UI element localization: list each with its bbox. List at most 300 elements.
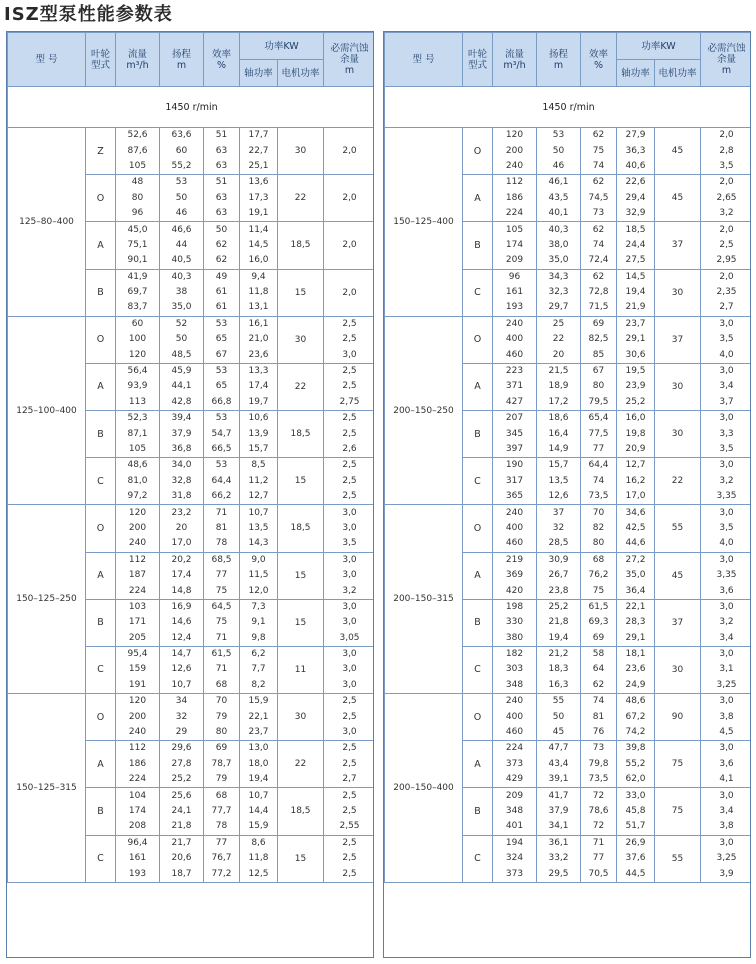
- head-cell: 16,4: [537, 426, 581, 441]
- flow-cell: 81,0: [116, 474, 160, 489]
- efficiency-cell: 66,8: [204, 395, 240, 411]
- flow-cell: 240: [116, 725, 160, 741]
- head-cell: 53: [160, 175, 204, 191]
- npsh-cell: 3,5: [701, 442, 751, 458]
- flow-cell: 161: [493, 285, 537, 300]
- flow-cell: 460: [493, 725, 537, 741]
- efficiency-cell: 79: [204, 709, 240, 724]
- head-cell: 14,6: [160, 615, 204, 630]
- npsh-cell: 3,0: [701, 363, 751, 379]
- flow-cell: 186: [116, 757, 160, 772]
- header-efficiency: [204, 33, 240, 87]
- flow-cell: 348: [493, 804, 537, 819]
- shaft-power-cell: 13,3: [240, 363, 278, 379]
- efficiency-cell: 74: [581, 238, 617, 253]
- npsh-cell: 2,55: [324, 819, 374, 835]
- head-cell: 32,8: [160, 474, 204, 489]
- header-npsh: 必需汽蚀 余量 m: [324, 33, 374, 87]
- flow-cell: 191: [116, 678, 160, 694]
- npsh-cell: 2,0: [701, 222, 751, 238]
- motor-power-cell: 15: [278, 458, 324, 505]
- shaft-power-cell: 11,8: [240, 851, 278, 866]
- efficiency-cell: 72: [581, 788, 617, 804]
- head-cell: 18,3: [537, 662, 581, 677]
- npsh-cell: 3,0: [701, 316, 751, 332]
- npsh-cell: 2,5: [324, 316, 374, 332]
- flow-cell: 397: [493, 442, 537, 458]
- speed-row: 1450 r/min: [385, 87, 752, 128]
- shaft-power-cell: 19,5: [617, 363, 655, 379]
- header-flow-label: 流量: [127, 48, 147, 60]
- table-row: [385, 694, 752, 710]
- flow-cell: 48: [116, 175, 160, 191]
- npsh-cell: 3,0: [701, 411, 751, 427]
- shaft-power-cell: 10,7: [240, 505, 278, 521]
- flow-cell: 105: [116, 442, 160, 458]
- head-cell: 18,6: [537, 411, 581, 427]
- npsh-cell: 2,5: [324, 835, 374, 851]
- flow-cell: 100: [116, 332, 160, 347]
- shaft-power-cell: 32,9: [617, 206, 655, 222]
- flow-cell: 209: [493, 788, 537, 804]
- efficiency-cell: 64,4: [204, 474, 240, 489]
- efficiency-cell: 75: [204, 583, 240, 599]
- shaft-power-cell: 45,8: [617, 804, 655, 819]
- flow-cell: 380: [493, 631, 537, 647]
- npsh-cell: 3,0: [701, 788, 751, 804]
- flow-cell: 345: [493, 426, 537, 441]
- model-cell: 125–100–400: [8, 316, 86, 505]
- npsh-cell: 4,1: [701, 772, 751, 788]
- flow-cell: 52,3: [116, 411, 160, 427]
- shaft-power-cell: 18,1: [617, 646, 655, 662]
- shaft-power-cell: 18,5: [617, 222, 655, 238]
- shaft-power-cell: 20,9: [617, 442, 655, 458]
- npsh-cell: 3,9: [701, 866, 751, 882]
- model-cell: 200–150–315: [385, 505, 463, 694]
- npsh-cell: 3,3: [701, 426, 751, 441]
- model-cell: 150–125–315: [8, 694, 86, 883]
- impeller-cell: O: [463, 505, 493, 552]
- shaft-power-cell: 14,4: [240, 804, 278, 819]
- flow-cell: 200: [493, 143, 537, 158]
- efficiency-cell: 64,5: [204, 599, 240, 615]
- flow-cell: 240: [493, 159, 537, 175]
- shaft-power-cell: 15,9: [240, 819, 278, 835]
- head-cell: 29,7: [537, 300, 581, 316]
- efficiency-cell: 81: [581, 709, 617, 724]
- head-cell: 55,2: [160, 159, 204, 175]
- motor-power-cell: 30: [278, 128, 324, 175]
- flow-cell: 219: [493, 552, 537, 568]
- npsh-cell: 3,0: [701, 835, 751, 851]
- head-cell: 26,7: [537, 568, 581, 583]
- head-cell: 32,3: [537, 285, 581, 300]
- head-cell: 46: [537, 159, 581, 175]
- header-head-label: 扬程: [171, 48, 191, 60]
- head-cell: 38: [160, 285, 204, 300]
- header-shaft-power: 轴功率: [240, 60, 278, 87]
- shaft-power-cell: 36,4: [617, 583, 655, 599]
- shaft-power-cell: 29,1: [617, 332, 655, 347]
- npsh-cell: 2,5: [324, 363, 374, 379]
- flow-cell: 103: [116, 599, 160, 615]
- head-cell: 29,5: [537, 866, 581, 882]
- head-cell: 10,7: [160, 678, 204, 694]
- efficiency-cell: 69: [581, 316, 617, 332]
- motor-power-cell: 18,5: [278, 222, 324, 269]
- header-motor-power: 电机功率: [655, 60, 701, 87]
- flow-cell: 240: [493, 694, 537, 710]
- npsh-cell: 2,0: [701, 128, 751, 144]
- model-cell: 200–150–250: [385, 316, 463, 505]
- head-cell: 32: [537, 521, 581, 536]
- impeller-cell: C: [463, 646, 493, 693]
- efficiency-cell: 68: [581, 552, 617, 568]
- head-cell: 39,4: [160, 411, 204, 427]
- head-cell: 14,9: [537, 442, 581, 458]
- shaft-power-cell: 17,3: [240, 191, 278, 206]
- npsh-cell: 3,2: [701, 474, 751, 489]
- efficiency-cell: 74: [581, 159, 617, 175]
- shaft-power-cell: 22,1: [617, 599, 655, 615]
- flow-cell: 193: [116, 866, 160, 882]
- efficiency-cell: 67: [204, 347, 240, 363]
- head-cell: 52: [160, 316, 204, 332]
- impeller-cell: B: [463, 222, 493, 269]
- impeller-cell: B: [463, 599, 493, 646]
- npsh-cell: 2,0: [701, 269, 751, 285]
- shaft-power-cell: 11,2: [240, 474, 278, 489]
- npsh-cell: 2,5: [701, 238, 751, 253]
- table-row: [8, 128, 375, 144]
- npsh-cell: 2,5: [324, 804, 374, 819]
- head-cell: 22: [537, 332, 581, 347]
- impeller-cell: C: [463, 458, 493, 505]
- shaft-power-cell: 9,8: [240, 631, 278, 647]
- shaft-power-cell: 51,7: [617, 819, 655, 835]
- flow-cell: 96: [116, 206, 160, 222]
- efficiency-cell: 77,5: [581, 426, 617, 441]
- npsh-cell: 3,0: [324, 347, 374, 363]
- npsh-cell: 2,65: [701, 191, 751, 206]
- head-cell: 40,3: [537, 222, 581, 238]
- impeller-cell: A: [86, 222, 116, 269]
- shaft-power-cell: 16,0: [240, 253, 278, 269]
- shaft-power-cell: 30,6: [617, 347, 655, 363]
- motor-power-cell: 15: [278, 269, 324, 316]
- flow-cell: 400: [493, 332, 537, 347]
- npsh-cell: 3,5: [324, 536, 374, 552]
- impeller-cell: C: [86, 646, 116, 693]
- flow-cell: 93,9: [116, 379, 160, 394]
- header-head: [160, 33, 204, 87]
- shaft-power-cell: 44,5: [617, 866, 655, 882]
- header-flow: [116, 33, 160, 87]
- flow-cell: 348: [493, 678, 537, 694]
- npsh-cell: 3,5: [701, 332, 751, 347]
- head-cell: 30,9: [537, 552, 581, 568]
- efficiency-cell: 85: [581, 347, 617, 363]
- impeller-cell: B: [86, 269, 116, 316]
- page-title: ISZ型泵性能参数表: [4, 4, 173, 25]
- efficiency-cell: 69: [204, 741, 240, 757]
- head-cell: 60: [160, 143, 204, 158]
- npsh-cell: 3,6: [701, 757, 751, 772]
- shaft-power-cell: 21,9: [617, 300, 655, 316]
- motor-power-cell: 75: [655, 741, 701, 788]
- motor-power-cell: 45: [655, 128, 701, 175]
- shaft-power-cell: 17,7: [240, 128, 278, 144]
- motor-power-cell: 22: [278, 363, 324, 410]
- efficiency-cell: 76: [581, 725, 617, 741]
- impeller-cell: A: [463, 175, 493, 222]
- table-row: [385, 316, 752, 332]
- efficiency-cell: 66,2: [204, 489, 240, 505]
- shaft-power-cell: 13,1: [240, 300, 278, 316]
- head-cell: 12,6: [160, 662, 204, 677]
- shaft-power-cell: 19,7: [240, 395, 278, 411]
- head-cell: 25: [537, 316, 581, 332]
- motor-power-cell: 30: [278, 316, 324, 363]
- shaft-power-cell: 14,3: [240, 536, 278, 552]
- flow-cell: 96: [493, 269, 537, 285]
- npsh-cell: 2,0: [324, 128, 374, 175]
- flow-cell: 460: [493, 347, 537, 363]
- npsh-cell: 2,5: [324, 866, 374, 882]
- efficiency-cell: 76,2: [581, 568, 617, 583]
- head-cell: 50: [160, 332, 204, 347]
- flow-cell: 373: [493, 757, 537, 772]
- flow-cell: 187: [116, 568, 160, 583]
- efficiency-cell: 77,2: [204, 866, 240, 882]
- shaft-power-cell: 55,2: [617, 757, 655, 772]
- npsh-cell: 3,0: [701, 599, 751, 615]
- head-cell: 34,0: [160, 458, 204, 474]
- table-row: [385, 128, 752, 144]
- flow-cell: 200: [116, 709, 160, 724]
- flow-cell: 41,9: [116, 269, 160, 285]
- table-row: [8, 694, 375, 710]
- efficiency-cell: 73: [581, 206, 617, 222]
- shaft-power-cell: 23,6: [240, 347, 278, 363]
- flow-cell: 198: [493, 599, 537, 615]
- impeller-cell: C: [86, 458, 116, 505]
- efficiency-cell: 62: [581, 175, 617, 191]
- shaft-power-cell: 23,9: [617, 379, 655, 394]
- impeller-cell: O: [463, 694, 493, 741]
- efficiency-cell: 58: [581, 646, 617, 662]
- npsh-cell: 3,0: [701, 458, 751, 474]
- shaft-power-cell: 22,7: [240, 143, 278, 158]
- flow-cell: 303: [493, 662, 537, 677]
- flow-cell: 317: [493, 474, 537, 489]
- efficiency-cell: 72,4: [581, 253, 617, 269]
- head-cell: 20,6: [160, 851, 204, 866]
- impeller-cell: B: [463, 788, 493, 835]
- shaft-power-cell: 36,3: [617, 143, 655, 158]
- npsh-cell: 2,5: [324, 741, 374, 757]
- motor-power-cell: 90: [655, 694, 701, 741]
- efficiency-cell: 61: [204, 285, 240, 300]
- npsh-cell: 3,8: [701, 709, 751, 724]
- motor-power-cell: 15: [278, 599, 324, 646]
- head-cell: 36,1: [537, 835, 581, 851]
- flow-cell: 371: [493, 379, 537, 394]
- shaft-power-cell: 8,5: [240, 458, 278, 474]
- head-cell: 55: [537, 694, 581, 710]
- efficiency-cell: 53: [204, 411, 240, 427]
- npsh-cell: 3,1: [701, 662, 751, 677]
- impeller-cell: A: [86, 552, 116, 599]
- header-model: 型 号: [385, 33, 463, 87]
- flow-cell: 240: [493, 505, 537, 521]
- head-cell: 23,8: [537, 583, 581, 599]
- header-motor-power: 电机功率: [278, 60, 324, 87]
- npsh-cell: 3,2: [324, 583, 374, 599]
- header-impeller: 叶轮 型式: [86, 33, 116, 87]
- npsh-cell: 2,95: [701, 253, 751, 269]
- efficiency-cell: 72: [581, 819, 617, 835]
- flow-cell: 400: [493, 709, 537, 724]
- header-head: [537, 33, 581, 87]
- impeller-cell: C: [463, 269, 493, 316]
- head-cell: 24,1: [160, 804, 204, 819]
- shaft-power-cell: 14,5: [617, 269, 655, 285]
- shaft-power-cell: 11,4: [240, 222, 278, 238]
- npsh-cell: 2,5: [324, 426, 374, 441]
- motor-power-cell: 30: [655, 646, 701, 693]
- shaft-power-cell: 13,5: [240, 521, 278, 536]
- head-cell: 44,1: [160, 379, 204, 394]
- efficiency-cell: 66,5: [204, 442, 240, 458]
- shaft-power-cell: 44,6: [617, 536, 655, 552]
- shaft-power-cell: 7,3: [240, 599, 278, 615]
- head-cell: 45,9: [160, 363, 204, 379]
- head-cell: 18,7: [160, 866, 204, 882]
- motor-power-cell: 37: [655, 222, 701, 269]
- shaft-power-cell: 33,0: [617, 788, 655, 804]
- npsh-cell: 2,7: [701, 300, 751, 316]
- head-cell: 36,8: [160, 442, 204, 458]
- head-cell: 50: [160, 191, 204, 206]
- shaft-power-cell: 40,6: [617, 159, 655, 175]
- head-cell: 12,6: [537, 489, 581, 505]
- efficiency-cell: 78: [204, 819, 240, 835]
- shaft-power-cell: 23,6: [617, 662, 655, 677]
- efficiency-cell: 61,5: [581, 599, 617, 615]
- motor-power-cell: 22: [278, 741, 324, 788]
- npsh-cell: 2,5: [324, 489, 374, 505]
- flow-cell: 60: [116, 316, 160, 332]
- efficiency-cell: 77: [581, 442, 617, 458]
- head-cell: 17,0: [160, 536, 204, 552]
- shaft-power-cell: 9,0: [240, 552, 278, 568]
- flow-cell: 182: [493, 646, 537, 662]
- shaft-power-cell: 16,1: [240, 316, 278, 332]
- flow-cell: 240: [493, 316, 537, 332]
- flow-cell: 365: [493, 489, 537, 505]
- motor-power-cell: 22: [655, 458, 701, 505]
- impeller-cell: A: [463, 363, 493, 410]
- head-cell: 12,4: [160, 631, 204, 647]
- head-cell: 20: [160, 521, 204, 536]
- shaft-power-cell: 19,4: [617, 285, 655, 300]
- left-table-panel: [6, 31, 374, 958]
- flow-cell: 420: [493, 583, 537, 599]
- flow-cell: 95,4: [116, 646, 160, 662]
- head-cell: 34: [160, 694, 204, 710]
- shaft-power-cell: 13,0: [240, 741, 278, 757]
- flow-cell: 401: [493, 819, 537, 835]
- efficiency-cell: 74: [581, 474, 617, 489]
- efficiency-cell: 77: [581, 851, 617, 866]
- npsh-cell: 3,0: [324, 662, 374, 677]
- head-cell: 14,8: [160, 583, 204, 599]
- motor-power-cell: 30: [655, 411, 701, 458]
- efficiency-cell: 82,5: [581, 332, 617, 347]
- head-cell: 47,7: [537, 741, 581, 757]
- impeller-cell: C: [463, 835, 493, 882]
- header-eff-unit: %: [216, 59, 227, 71]
- shaft-power-cell: 17,4: [240, 379, 278, 394]
- npsh-cell: 3,4: [701, 804, 751, 819]
- flow-cell: 224: [116, 772, 160, 788]
- efficiency-cell: 78,6: [581, 804, 617, 819]
- flow-cell: 96,4: [116, 835, 160, 851]
- npsh-cell: 3,4: [701, 631, 751, 647]
- flow-cell: 400: [493, 521, 537, 536]
- head-cell: 21,7: [160, 835, 204, 851]
- flow-cell: 90,1: [116, 253, 160, 269]
- head-cell: 46,6: [160, 222, 204, 238]
- head-cell: 29: [160, 725, 204, 741]
- flow-cell: 460: [493, 536, 537, 552]
- efficiency-cell: 81: [204, 521, 240, 536]
- shaft-power-cell: 8,6: [240, 835, 278, 851]
- npsh-cell: 3,25: [701, 851, 751, 866]
- npsh-cell: 3,0: [324, 505, 374, 521]
- head-cell: 20,2: [160, 552, 204, 568]
- efficiency-cell: 62: [581, 269, 617, 285]
- right-table-panel: [383, 31, 751, 958]
- head-cell: 21,2: [537, 646, 581, 662]
- shaft-power-cell: 25,2: [617, 395, 655, 411]
- flow-cell: 56,4: [116, 363, 160, 379]
- npsh-cell: 3,0: [324, 646, 374, 662]
- npsh-cell: 2,5: [324, 694, 374, 710]
- npsh-cell: 2,75: [324, 395, 374, 411]
- shaft-power-cell: 9,1: [240, 615, 278, 630]
- motor-power-cell: 11: [278, 646, 324, 693]
- npsh-cell: 3,25: [701, 678, 751, 694]
- efficiency-cell: 65,4: [581, 411, 617, 427]
- efficiency-cell: 78,7: [204, 757, 240, 772]
- shaft-power-cell: 74,2: [617, 725, 655, 741]
- motor-power-cell: 30: [655, 363, 701, 410]
- header-flow: [493, 33, 537, 87]
- flow-cell: 174: [493, 238, 537, 253]
- flow-cell: 224: [116, 583, 160, 599]
- shaft-power-cell: 22,6: [617, 175, 655, 191]
- efficiency-cell: 71: [581, 835, 617, 851]
- head-cell: 33,2: [537, 851, 581, 866]
- header-head-label: 扬程: [548, 48, 568, 60]
- head-cell: 53: [537, 128, 581, 144]
- flow-cell: 171: [116, 615, 160, 630]
- head-cell: 17,4: [160, 568, 204, 583]
- head-cell: 34,3: [537, 269, 581, 285]
